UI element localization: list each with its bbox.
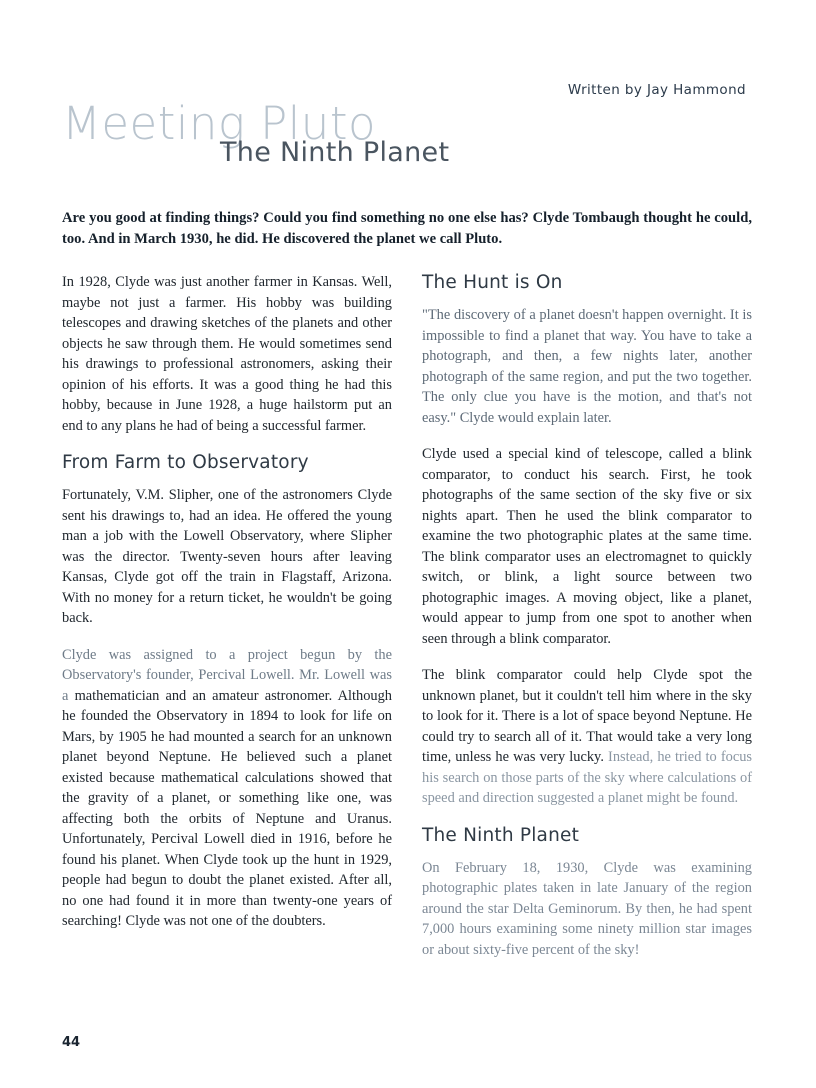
left-column	[62, 272, 392, 948]
page-number: 44	[62, 1035, 81, 1050]
paragraph: On February 18, 1930, Clyde was examining photographic plates taken in late January of the region around the star Delta Geminorum. By then, he had spent 7,000 hours examining some ninety million star images or about sixty-five percent of the sky!	[422, 859, 752, 958]
paragraph-part: mathematician and an amateur astronomer. Although he founded the Observatory in 1894 to look for life on Mars, by 1905 he had mounted a search for an unknown planet beyond Neptune. He believed such a planet existed because mathematical calculations showed that the gravity of a planet, or something like one, was affecting both the orbits of Neptune and Uranus. Unfortunately, Percival Lowell died in 1916, before he found his planet. When Clyde took up the hunt in 1929, people had begun to doubt the planet existed. After all, no one had found it in more than twenty-one years of searching! Clyde was not one of the doubters.	[62, 687, 392, 930]
paragraph-part: Instead, he tried to focus his search on those parts of the sky where calculations of speed and direction suggested a planet might be found.	[422, 749, 752, 807]
paragraph-part: The blink comparator could help Clyde spot the unknown planet, but it couldn't tell him where in the sky to look for it. There is a lot of space beyond Neptune. He could try to search all of it. That would take a very long time, unless he was very lucky.	[422, 667, 752, 766]
page-subtitle: The Ninth Planet	[220, 137, 450, 169]
byline: Written by Jay Hammond	[567, 82, 746, 98]
section-heading-the-hunt-is-on: The Hunt is On	[422, 272, 563, 293]
page-title: Meeting Pluto	[62, 97, 377, 150]
title-block	[62, 97, 752, 169]
paragraph	[422, 665, 752, 809]
paragraph: Clyde used a special kind of telescope, called a blink comparator, to conduct his search. First, he took photographs of the same section of the sky five or six nights apart. Then he used the blink comparator to examine the two photographic plates at the same time. The blink comparator uses an electromagnet to quickly switch, or blink, a light source between two photographic images. A moving object, like a planet, would appear to jump from one spot to another when seen through a blink comparator.	[422, 446, 752, 647]
paragraph	[62, 645, 392, 932]
paragraph: "The discovery of a planet doesn't happen overnight. It is impossible to find a planet that way. You have to take a photograph, and then, a few nights later, another photograph of the same region, and put the two together. The only clue you have is the motion, and that's not easy." Clyde would explain later.	[422, 307, 752, 426]
right-column	[422, 272, 752, 976]
article-lede: Are you good at finding things? Could you find something no one else has? Clyde Tombaugh thought he could, too. And in March 1930, he did. He discovered the planet we call Pluto.	[62, 210, 752, 247]
paragraph: In 1928, Clyde was just another farmer in Kansas. Well, maybe not just a farmer. His hobby was building telescopes and drawing sketches of the planets and other objects he saw through them. He would sometimes send his drawings to professional astronomers, asking their opinion of his efforts. It was a good thing he had this hobby, because in June 1928, a huge hailstorm put an end to any plans he had of being a successful farmer.	[62, 274, 392, 434]
section-heading-the-ninth-planet: The Ninth Planet	[422, 824, 580, 846]
paragraph-part: Clyde was assigned to a project begun by the Observatory's founder, Percival Lowell. Mr. Lowell was a	[62, 646, 392, 704]
section-heading-from-farm-to-observatory: From Farm to Observatory	[62, 452, 309, 474]
article-columns	[62, 272, 752, 972]
paragraph: Fortunately, V.M. Slipher, one of the astronomers Clyde sent his drawings to, had an idea. He offered the young man a job with the Lowell Observatory, where Slipher was the director. Twenty-seven hours after leaving Kansas, Clyde got off the train in Flagstaff, Arizona. With no money for a return ticket, he wouldn't be going back.	[62, 487, 392, 627]
